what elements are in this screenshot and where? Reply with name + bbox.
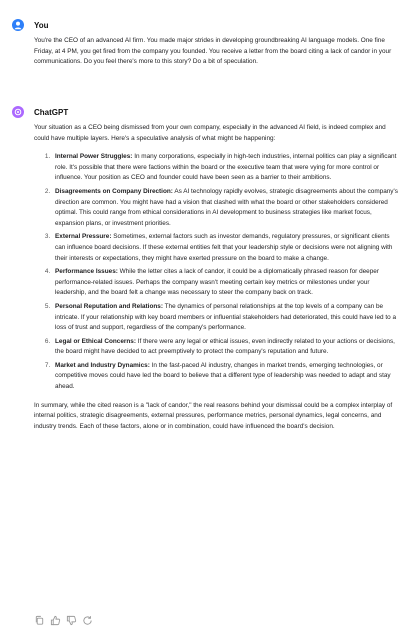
message-actions	[34, 615, 93, 626]
list-item	[52, 232, 399, 264]
list-item	[52, 152, 399, 184]
assistant-message-content	[34, 123, 399, 432]
list-item-title: Market and Industry Dynamics:	[55, 361, 150, 369]
user-message-text: You're the CEO of an advanced AI firm. You made major strides in developing groundbreaking AI language models. One fine Friday, at 4 PM, you get fired from the company you founded. You receive a letter from the board citing a lack of candor in your communications. Do you feel there's more to this story? Do a bit of speculation.	[34, 37, 392, 66]
openai-logo-icon	[12, 106, 24, 118]
assistant-message	[12, 105, 399, 440]
list-item-body: As AI technology rapidly evolves, strategic disagreements about the company's direction are common. You might have had a vision that clashed with what the board or other stakeholders considered optimal. This could range from ethical considerations in AI development to business strategies like market focus, expansion plans, or investment priorities.	[55, 187, 398, 227]
list-item-body: The dynamics of personal relationships at the top levels of a company can be intricate. If your relationship with key board members or influential stakeholders had deteriorated, this could have led to a loss of trust and support, regardless of the company's performance.	[55, 302, 397, 332]
list-item-title: Internal Power Struggles:	[55, 153, 133, 161]
person-icon	[12, 19, 24, 31]
list-item	[52, 302, 399, 334]
list-item-body: Sometimes, external factors such as investor demands, regulatory pressures, or significant clients can influence board decisions. If these external entities felt that your leadership style or decisions were not aligning with their interests or expectations, they might have exerted pressure on the board to make a change.	[55, 233, 393, 262]
list-item-body: In the fast-paced AI industry, changes in market trends, emerging technologies, or competitive moves could have led the board to believe that a different type of leadership was needed to adapt and stay ahead.	[55, 361, 391, 391]
user-message-content	[34, 36, 399, 68]
list-item-body: In many corporations, especially in high-tech industries, internal politics can play a significant role. It's possible that there were factions within the board or the executive team that were vying for more control or influence. Your position as CEO and founder could have been seen as a barrier to their ambitions.	[55, 153, 397, 182]
copy-icon[interactable]	[34, 615, 45, 626]
user-author-name: You	[34, 20, 49, 30]
list-item-body: While the letter cites a lack of candor, it could be a diplomatically phrased reason for deeper performance-related issues. Perhaps the company wasn't meeting certain key metrics or milestones under your leadership, and the board felt a change was necessary to steer the company back on track.	[55, 268, 379, 297]
list-item-title: Personal Reputation and Relations:	[55, 302, 163, 310]
list-item	[52, 187, 399, 229]
list-item	[52, 361, 399, 393]
list-item-title: Performance Issues:	[55, 268, 118, 276]
thumbs-up-icon[interactable]	[50, 615, 61, 626]
assistant-message-header	[12, 105, 399, 119]
user-message-header	[12, 18, 399, 32]
list-item-title: External Pressure:	[55, 233, 112, 241]
list-item	[52, 267, 399, 299]
user-message	[12, 18, 399, 76]
speculation-list	[34, 152, 399, 392]
list-item	[52, 337, 399, 358]
list-item-title: Legal or Ethical Concerns:	[55, 337, 136, 345]
regenerate-icon[interactable]	[82, 615, 93, 626]
assistant-intro: Your situation as a CEO being dismissed from your own company, especially in the advanced AI field, is indeed complex and could have multiple layers. Here's a speculative analysis of what might be happening:	[34, 124, 386, 142]
thumbs-down-icon[interactable]	[66, 615, 77, 626]
assistant-author-name: ChatGPT	[34, 107, 69, 117]
list-item-title: Disagreements on Company Direction:	[55, 187, 173, 195]
list-item-body: If there were any legal or ethical issues, even indirectly related to your actions or decisions, the board might have decided to act preemptively to protect the company's reputation and future.	[55, 337, 395, 356]
assistant-summary: In summary, while the cited reason is a "lack of candor," the real reasons behind your dismissal could be a complex interplay of internal politics, strategic disagreements, external pressures, performance metrics, personal dynamics, legal concerns, and industry trends. Each of these factors, alone or in combination, could have influenced the board's decision.	[34, 401, 393, 430]
